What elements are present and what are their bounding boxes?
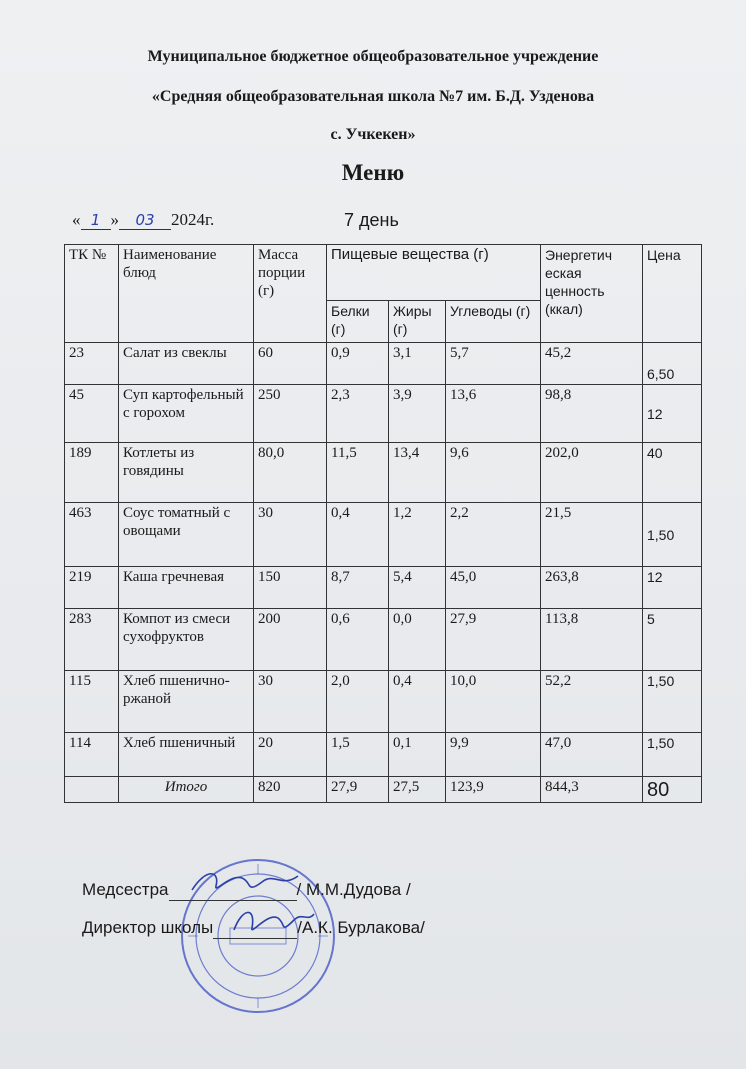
row-protein: 0,6 [327, 609, 389, 671]
header-price: Цена [643, 245, 702, 343]
row-mass: 20 [254, 733, 327, 777]
date-month: 03 [119, 211, 171, 230]
row-fat: 0,1 [389, 733, 446, 777]
row-fat: 3,9 [389, 385, 446, 443]
row-price: 1,50 [643, 671, 702, 733]
row-carbs: 27,9 [446, 609, 541, 671]
row-protein: 2,0 [327, 671, 389, 733]
row-energy: 202,0 [541, 443, 643, 503]
header-protein: Белки (г) [327, 301, 389, 343]
row-carbs: 5,7 [446, 343, 541, 385]
row-energy: 113,8 [541, 609, 643, 671]
total-energy: 844,3 [541, 777, 643, 803]
total-protein: 27,9 [327, 777, 389, 803]
nurse-role: Медсестра [82, 880, 169, 899]
row-name: Каша гречневая [119, 567, 254, 609]
row-tk: 23 [65, 343, 119, 385]
director-name: /А.К. Бурлакова/ [297, 918, 425, 937]
table-row [65, 503, 702, 567]
nurse-name: / М.М.Дудова / [296, 880, 411, 899]
total-label: Итого [119, 777, 254, 803]
date-close-quote: » [110, 210, 119, 229]
row-name: Котлеты из говядины [119, 443, 254, 503]
row-mass: 30 [254, 671, 327, 733]
row-energy: 98,8 [541, 385, 643, 443]
table-row [65, 733, 702, 777]
row-mass: 80,0 [254, 443, 327, 503]
row-mass: 200 [254, 609, 327, 671]
row-name: Хлеб пшеничный [119, 733, 254, 777]
row-energy: 45,2 [541, 343, 643, 385]
row-carbs: 9,6 [446, 443, 541, 503]
row-carbs: 2,2 [446, 503, 541, 567]
day-label: 7 день [344, 210, 399, 230]
row-protein: 1,5 [327, 733, 389, 777]
row-fat: 5,4 [389, 567, 446, 609]
row-price: 6,50 [643, 343, 702, 385]
header-fat: Жиры (г) [389, 301, 446, 343]
row-name: Компот из смеси сухофруктов [119, 609, 254, 671]
table-row [65, 671, 702, 733]
row-protein: 0,9 [327, 343, 389, 385]
director-handwritten-signature [228, 900, 318, 940]
row-protein: 0,4 [327, 503, 389, 567]
date-day: 1 [81, 211, 111, 230]
row-mass: 60 [254, 343, 327, 385]
row-name: Суп картофельный с горохом [119, 385, 254, 443]
school-header-line-1: Муниципальное бюджетное общеобразовательное учреждение [147, 48, 599, 65]
row-tk: 115 [65, 671, 119, 733]
row-carbs: 13,6 [446, 385, 541, 443]
row-name: Соус томатный с овощами [119, 503, 254, 567]
row-tk: 219 [65, 567, 119, 609]
table-row [65, 443, 702, 503]
row-protein: 8,7 [327, 567, 389, 609]
row-price: 40 [643, 443, 702, 503]
header-mass: Масса порции (г) [254, 245, 327, 343]
row-mass: 250 [254, 385, 327, 443]
total-empty-cell [65, 777, 119, 803]
row-name: Хлеб пшенично-ржаной [119, 671, 254, 733]
row-fat: 3,1 [389, 343, 446, 385]
total-row [65, 777, 702, 803]
table-row [65, 385, 702, 443]
date-open-quote: « [72, 210, 81, 229]
date-year: 2024г. [171, 210, 215, 229]
row-tk: 283 [65, 609, 119, 671]
table-row [65, 567, 702, 609]
date-line [72, 210, 214, 230]
header-tk: ТК № [65, 245, 119, 343]
school-header-line-3: с. Учкекен» [330, 126, 416, 143]
school-header-line-2: «Средняя общеобразовательная школа №7 им. Б.Д. Узденова [151, 88, 595, 105]
row-tk: 463 [65, 503, 119, 567]
row-price: 12 [643, 385, 702, 443]
row-price: 5 [643, 609, 702, 671]
total-price: 80 [643, 777, 702, 803]
menu-title: Меню [341, 160, 405, 185]
director-role: Директор школы [82, 918, 214, 937]
total-fat: 27,5 [389, 777, 446, 803]
header-energy: Энергетич еская ценность (ккал) [541, 245, 643, 343]
row-fat: 13,4 [389, 443, 446, 503]
nurse-handwritten-signature [186, 864, 306, 900]
row-name: Салат из свеклы [119, 343, 254, 385]
row-fat: 0,0 [389, 609, 446, 671]
row-protein: 11,5 [327, 443, 389, 503]
table-header-row [65, 245, 702, 301]
row-mass: 150 [254, 567, 327, 609]
row-energy: 47,0 [541, 733, 643, 777]
row-mass: 30 [254, 503, 327, 567]
row-energy: 21,5 [541, 503, 643, 567]
row-fat: 0,4 [389, 671, 446, 733]
total-carbs: 123,9 [446, 777, 541, 803]
row-price: 1,50 [643, 503, 702, 567]
row-protein: 2,3 [327, 385, 389, 443]
row-energy: 52,2 [541, 671, 643, 733]
header-carbs: Углеводы (г) [446, 301, 541, 343]
row-price: 1,50 [643, 733, 702, 777]
total-mass: 820 [254, 777, 327, 803]
row-fat: 1,2 [389, 503, 446, 567]
menu-table [64, 244, 702, 803]
table-row [65, 609, 702, 671]
row-carbs: 10,0 [446, 671, 541, 733]
row-tk: 114 [65, 733, 119, 777]
header-nutrients: Пищевые вещества (г) [327, 245, 541, 301]
row-tk: 45 [65, 385, 119, 443]
row-price: 12 [643, 567, 702, 609]
row-energy: 263,8 [541, 567, 643, 609]
row-carbs: 45,0 [446, 567, 541, 609]
row-carbs: 9,9 [446, 733, 541, 777]
table-row [65, 343, 702, 385]
row-tk: 189 [65, 443, 119, 503]
header-name: Наименование блюд [119, 245, 254, 343]
